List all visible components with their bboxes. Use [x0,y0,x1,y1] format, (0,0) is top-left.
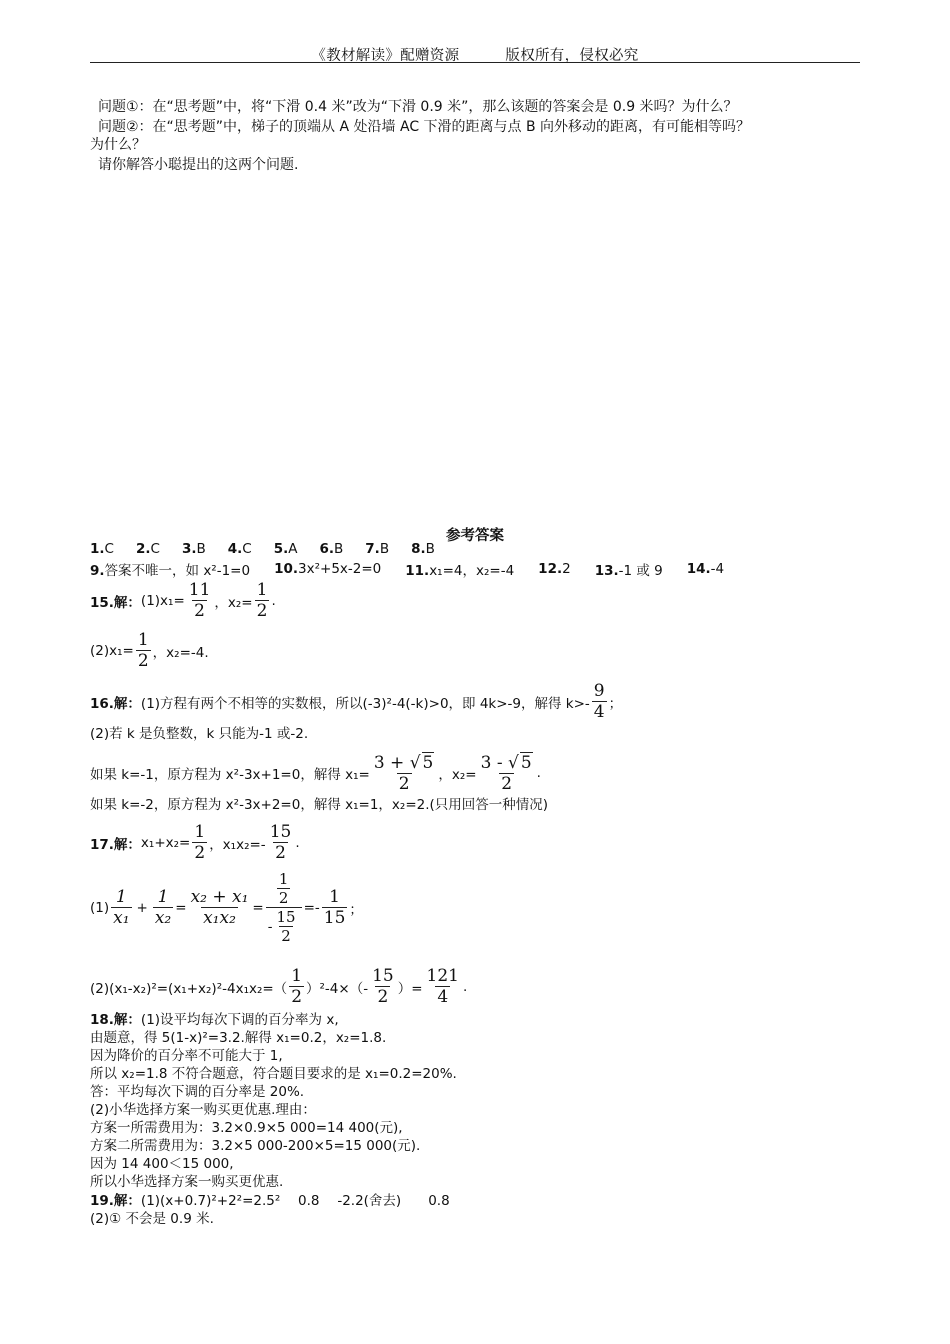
answer-18-line: 因为降价的百分率不可能大于 1, [90,1048,283,1064]
answer-18-line: 所以 x₂=1.8 不符合题意，符合题目要求的是 x₁=0.2=20%. [90,1066,457,1082]
mc-item: 1.C [90,541,114,557]
answer-18-line: 方案一所需费用为：3.2×0.9×5 000=14 400(元), [90,1120,403,1136]
answer-18-line: 因为 14 400＜15 000, [90,1156,234,1172]
mc-item: 2.C [135,541,160,557]
answers-title: 参考答案 [446,528,504,544]
fill-item: 9.答案不唯一，如 x²-1=0 [90,563,251,579]
fraction: $\frac{15}{2}$ [269,822,292,863]
mc-item: 4.C [227,541,252,557]
answer-19-line: (2)① 不会是 0.9 米. [90,1211,214,1227]
fraction: $\frac{1}{\text{x₂}}$ [154,887,172,928]
fraction: $\frac{1}{2}$ [194,822,206,863]
answer-16-line1: 16.解： (1)方程有两个不相等的实数根，所以(-3)²-4(-k)>0，即 4k>-9，解得 k>- $\frac{9}{4}$ ； [90,681,623,722]
header-left: 《教材解读》配赠资源 [311,48,460,64]
fill-item: 12.2 [538,561,571,577]
fraction: $\frac{1}{2}$ [137,630,149,671]
answer-19-line: 19.解：(1)(x+0.7)²+2²=2.5² 0.8 -2.2(舍去) 0.8 [90,1193,450,1209]
header-rule [90,62,860,63]
fraction: $\frac{\text{x₂ + x₁}}{\text{x₁x₂}}$ [190,887,249,928]
mc-item: 7.B [365,541,390,557]
fraction: $\frac{1}{2}$ [291,966,303,1007]
question-3: 请你解答小聪提出的这两个问题. [98,157,299,173]
mc-item: 8.B [411,541,435,557]
fraction: $\frac{1}{15}$ [323,887,346,928]
fraction: $\frac{121}{4}$ [426,966,459,1007]
fraction: $\frac{3 + √ 5}{2}$ [373,753,434,794]
fill-item: 11.x₁=4，x₂=-4 [405,563,515,579]
answer-17-line1: 17.解： x₁+x₂= $\frac{1}{2}$ ，x₁x₂=- $\frac{15}{2}$ . [90,822,300,863]
header-right: 版权所有，侵权必究 [505,48,639,64]
mc-item: 6.B [319,541,344,557]
fill-item: 14.-4 [686,561,725,577]
answer-15-part2: (2)x₁= $\frac{1}{2}$ ，x₂=-4. [90,630,209,671]
fraction: $\frac{1}{2}$ [256,580,268,621]
question-2-cont: 为什么？ [90,137,146,153]
complex-fraction: $\frac{1}{2}$ - $\frac{15}{2}$ [266,870,302,945]
fraction: $\frac{11}{2}$ [188,580,211,621]
answer-18-line: 由题意，得 5(1-x)²=3.2.解得 x₁=0.2，x₂=1.8. [90,1030,387,1046]
fill-answers-row [90,559,724,579]
answer-16-line4: 如果 k=-2，原方程为 x²-3x+2=0，解得 x₁=1，x₂=2.(只用回答一种情况) [90,797,549,813]
answer-16-line3: 如果 k=-1，原方程为 x²-3x+1=0，解得 x₁= $\frac{3 + √ 5}{2}$ ，x₂= $\frac{3 - √ 5}{2}$ . [90,753,541,794]
fraction: $\frac{1}{\text{x₁}}$ [113,887,130,928]
answer-17-line3: (2)(x₁-x₂)²=(x₁+x₂)²-4x₁x₂=（ $\frac{1}{2}$ ）²-4×（- $\frac{15}{2}$ ）= $\frac{121}{4}$ . [90,966,468,1007]
answer-16-line2: (2)若 k 是负整数，k 只能为-1 或-2. [90,726,309,742]
answer-18-line: 18.解：(1)设平均每次下调的百分率为 x, [90,1012,339,1028]
answer-18-line: 方案二所需费用为：3.2×5 000-200×5=15 000(元). [90,1138,421,1154]
mc-item: 5.A [273,541,298,557]
fill-item: 13.-1 或 9 [594,563,663,579]
answer-18-line: 所以小华选择方案一购买更优惠. [90,1174,284,1190]
fill-item: 10.3x²+5x-2=0 [274,561,382,577]
question-1: 问题①：在“思考题”中，将“下滑 0.4 米”改为“下滑 0.9 米”，那么该题的答案会是 0.9 米吗？为什么？ [98,99,738,115]
fraction: $\frac{9}{4}$ [593,681,605,722]
answer-18-line: 答：平均每次下调的百分率是 20%. [90,1084,305,1100]
answer-15-part1: 15.解： (1)x₁= $\frac{11}{2}$ ，x₂= $\frac{1}{2}$ . [90,580,276,621]
fraction: $\frac{15}{2}$ [372,966,394,1007]
question-2: 问题②：在“思考题”中，梯子的顶端从 A 处沿墙 AC 下滑的距离与点 B 向外移动的距离，有可能相等吗？ [98,119,751,135]
mc-item: 3.B [181,541,206,557]
fraction: $\frac{3 - √ 5}{2}$ [480,753,532,794]
answer-17-line2: (1) $\frac{1}{\text{x₁}}$ + $\frac{1}{\text{x₂}}$ = $\frac{\text{x₂ + x₁}}{\text{x₁x₂}}$ = $\frac{1}{2}$ - $\frac{15}{2}$ =- $\frac{1}{15}$ ； [90,870,363,945]
mc-answers-row [90,541,435,557]
answer-18-line: (2)小华选择方案一购买更优惠.理由： [90,1102,316,1118]
